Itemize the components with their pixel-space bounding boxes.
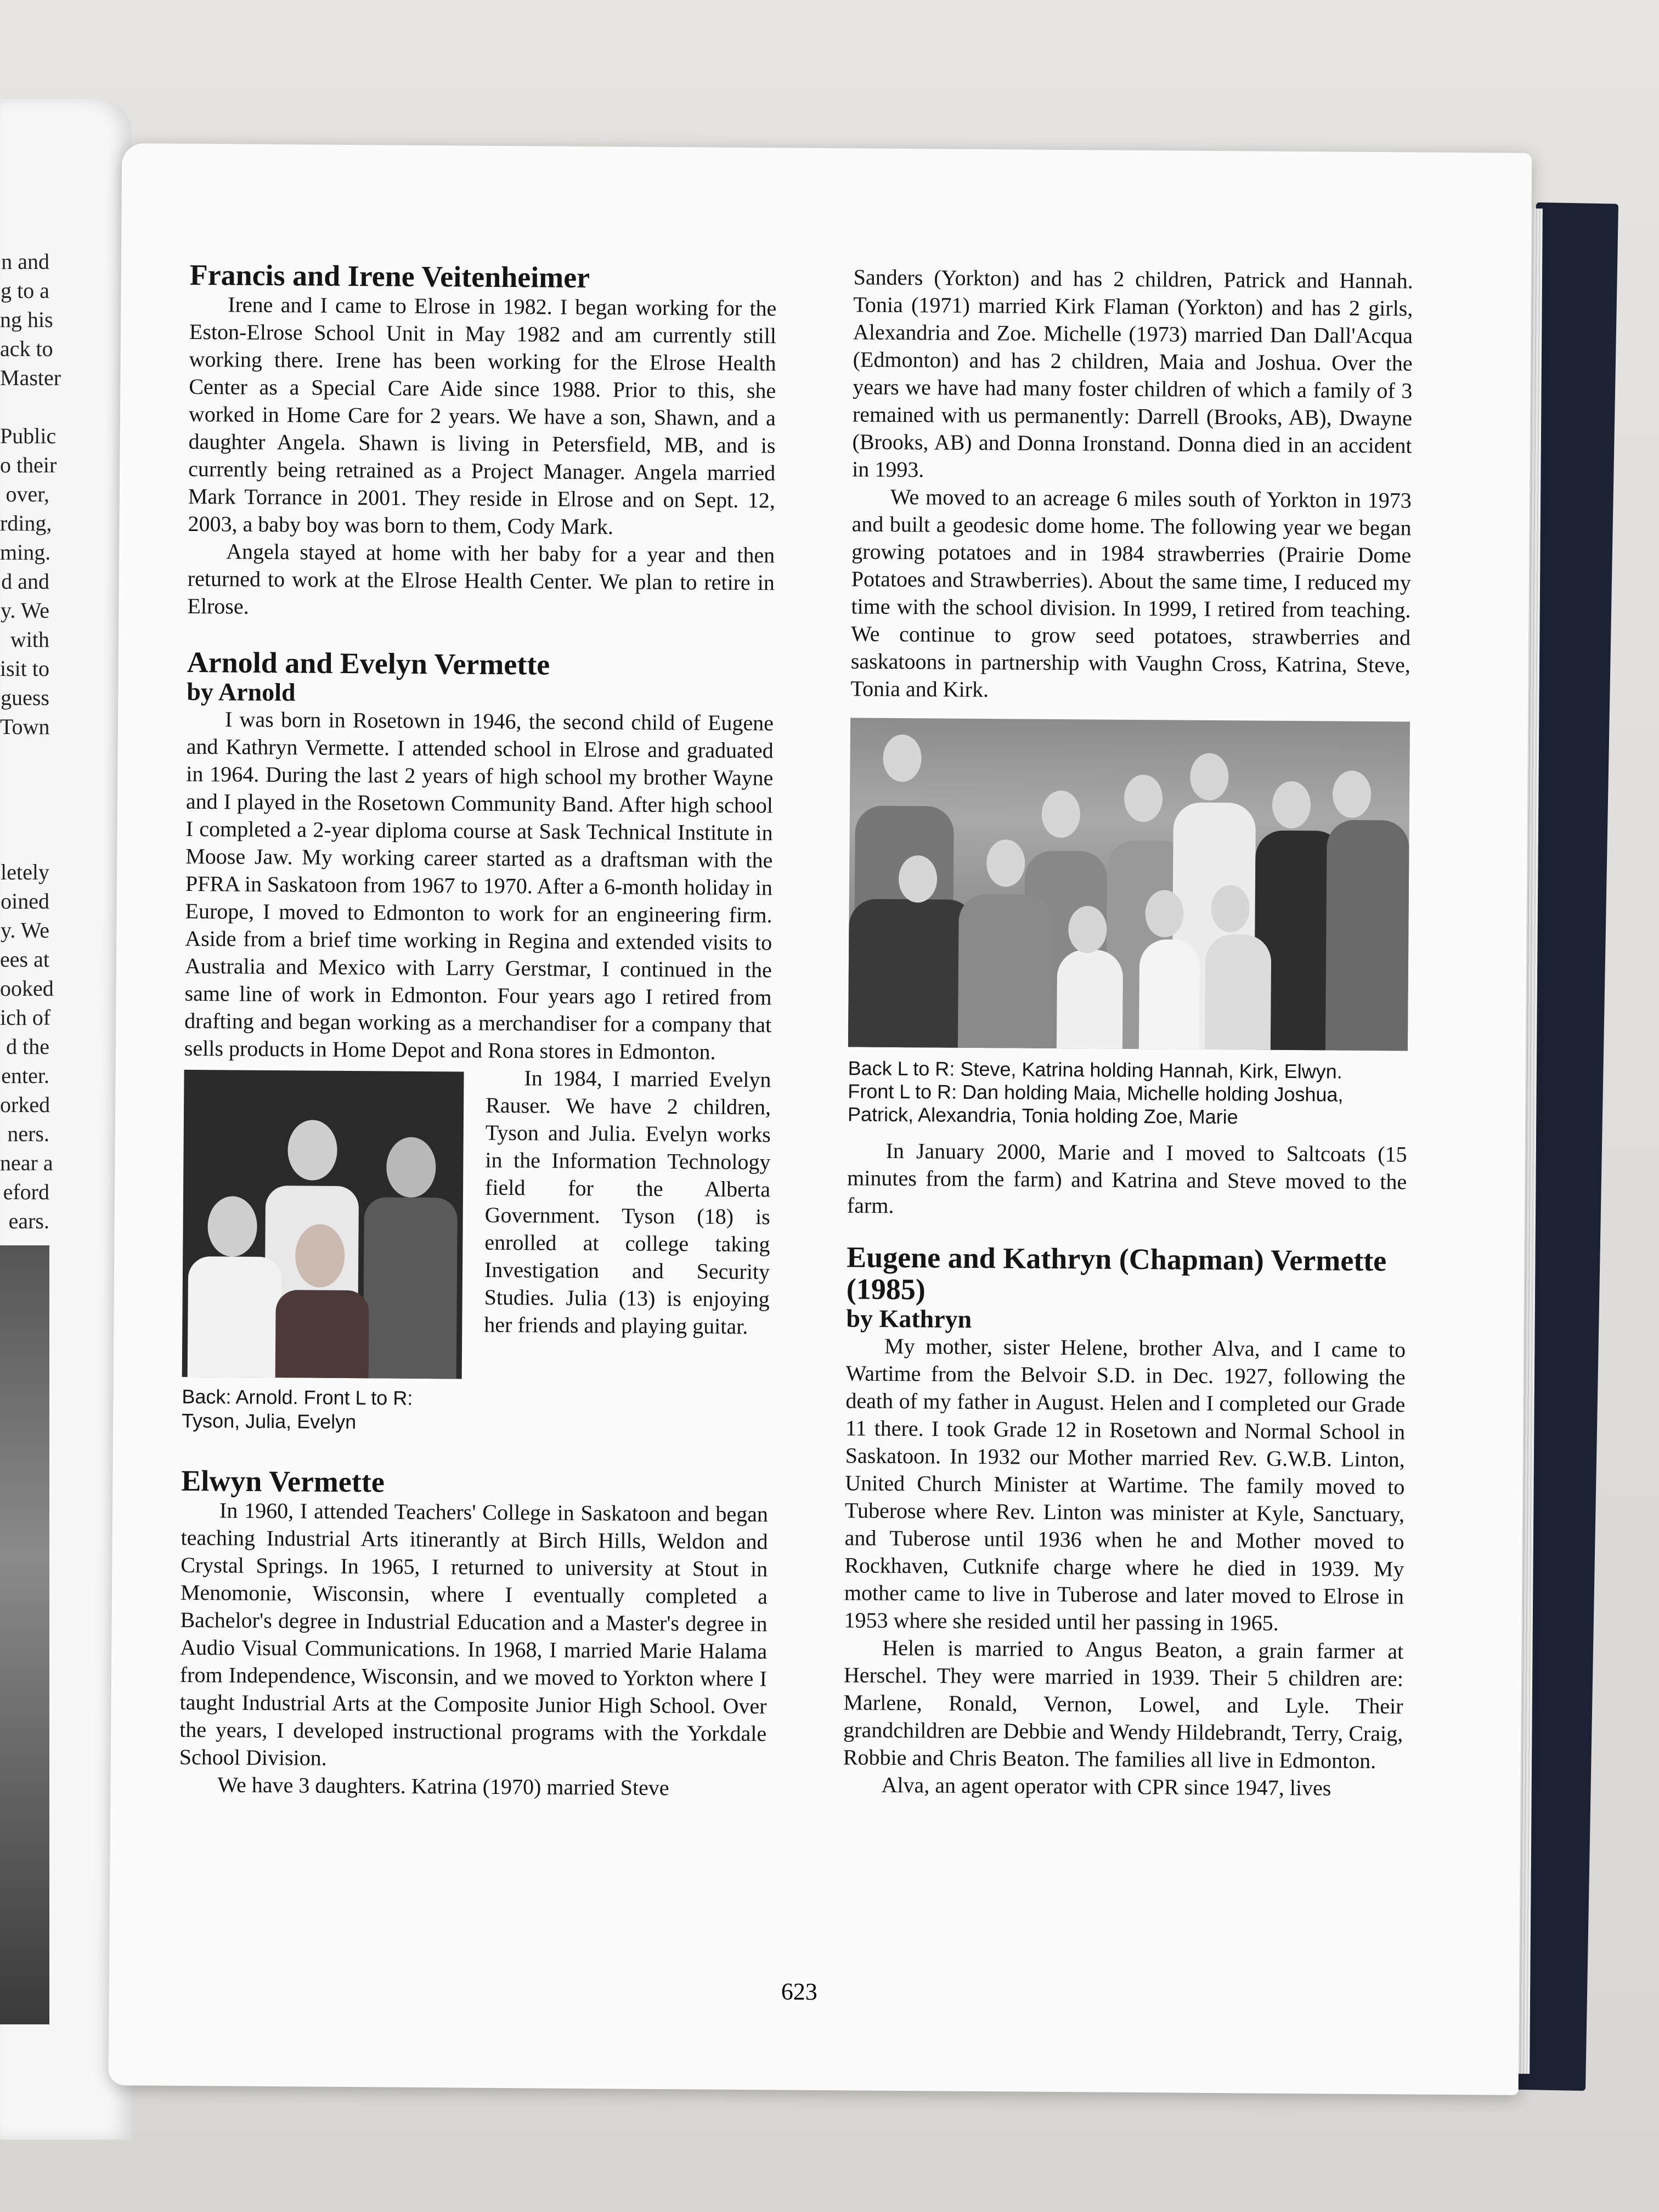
photo-figure xyxy=(848,718,1410,1130)
article-title: Elwyn Vermette xyxy=(181,1464,385,1499)
left-page-fragment: eford xyxy=(3,1180,49,1204)
paragraph: In January 2000, Marie and I moved to Saltcoats (15 minutes from the farm) and Katrina and Steve moved to the farm. xyxy=(847,1138,1407,1218)
left-page-fragment xyxy=(0,828,49,857)
left-page-fragment: ooked xyxy=(0,976,54,1001)
left-page-fragment: ees at xyxy=(0,947,49,972)
book-page xyxy=(109,143,1532,2095)
left-page-fragment: Town xyxy=(0,714,50,739)
caption-line: Back L to R: Steve, Katrina holding Hannah, Kirk, Elwyn. xyxy=(848,1057,1342,1083)
family-group-photo xyxy=(848,718,1410,1051)
left-page-fragment xyxy=(0,799,49,828)
left-page-fragment: ack to xyxy=(0,336,53,361)
page-number: 623 xyxy=(781,1978,818,2006)
photo-figure xyxy=(182,1070,464,1435)
left-page-fragment: d and xyxy=(1,569,49,594)
left-page-fragment: isit to xyxy=(0,656,50,681)
paragraph: Alva, an agent operator with CPR since 1947, lives xyxy=(881,1772,1331,1801)
caption-line: Front L to R: Dan holding Maia, Michelle holding Joshua, xyxy=(848,1080,1344,1106)
left-page-fragment: ming. xyxy=(0,540,51,565)
paragraph: Irene and I came to Elrose in 1982. I began working for the Eston-Elrose School Unit in May 1982 and am currently still working there. Irene has been working for the Elrose Health Center as a Special Care Aide since 1988. Prior to this, she worked in Home Care for 2 years. We have a son, Shawn, and a daughter Angela. Shawn is living in Petersfield, MB, and is currently being retrained as a Project Manager. Angela married Mark Torrance in 2001. They reside in Elrose and on Sept. 12, 2003, a baby boy was born to them, Cody Mark. xyxy=(188,292,777,539)
left-page-fragment: ng his xyxy=(0,307,53,332)
left-page-fragment: enter. xyxy=(1,1063,49,1088)
left-page-fragment xyxy=(0,741,49,770)
left-page-fragment: guess xyxy=(1,685,49,710)
article-arnold xyxy=(182,646,774,1442)
paragraph: I was born in Rosetown in 1946, the second child of Eugene and Kathryn Vermette. I attended school in Elrose and graduated in 1964. During the last 2 years of high school my brother Wayne and I played in the Rosetown Community Band. After high school I completed a 2-year diploma course at Sask Technical Institute in Moose Jaw. My working career started as a draftsman with the PFRA in Saskatoon from 1967 to 1970. After a 6-month holiday in Europe, I moved to Edmonton to work for an engineering firm. Aside from a brief time working in Regina and extended visits to Australia and Mexico with Larry Gerstmar, I continued in the same line of work in Edmonton. Four years ago I retired from drafting and began working as a merchandiser for a company that sells products in Home Depot and Rona stores in Edmonton. xyxy=(184,707,774,1064)
paragraph: Helen is married to Angus Beaton, a grain farmer at Herschel. They were married in 1939. Their 5 children are: Marlene, Ronald, Vernon, Lowel, and Lyle. Their grandchildren are Debbie and Wendy Hildebrandt, Terry, Craig, Robbie and Chris Beaton. The families all live in Edmonton. xyxy=(843,1635,1404,1774)
left-page-photo xyxy=(0,1245,49,2024)
photo-caption xyxy=(848,1057,1408,1130)
left-page-fragment: ich of xyxy=(0,1005,51,1030)
article-francis xyxy=(187,259,777,624)
paragraph: In 1960, I attended Teachers' College in Saskatoon and began teaching Industrial Arts itinerantly at Birch Hills, Weldon and Crystal Springs. In 1965, I returned to university at Stout in Menomonie, Wisconsin, where I eventually completed a Bachelor's degree in Industrial Education and a Master's degree in Audio Visual Communications. In 1968, I married Marie Halama from Independence, Wisconsin, and we moved to Yorkton where I taught Industrial Arts at the Composite Junior High School. Over the years, I developed instructional programs with the Yorkdale School Division. xyxy=(179,1498,769,1770)
left-page-fragment: Public xyxy=(0,424,57,448)
article-title: Francis and Irene Veitenheimer xyxy=(189,258,590,295)
caption-line: Patrick, Alexandria, Tonia holding Zoe, Marie xyxy=(847,1103,1238,1128)
left-page-text-fragments xyxy=(0,247,61,1235)
right-column xyxy=(843,263,1413,1829)
article-byline: by Kathryn xyxy=(846,1304,972,1333)
article-title: Arnold and Evelyn Vermette xyxy=(187,645,550,681)
left-page-fragment xyxy=(0,770,49,799)
paragraph: Sanders (Yorkton) and has 2 children, Patrick and Hannah. Tonia (1971) married Kirk Flaman (Yorkton) and has 2 girls, Alexandria and Zoe. Michelle (1973) married Dan Dall'Acqua (Edmonton) and has 2 children, Maia and Joshua. Over the years we have had many foster children of which a family of 3 remained with us permanently: Darrell (Brooks, AB), Dwayne (Brooks, AB) and Donna Ironstand. Donna died in an accident in 1993. xyxy=(852,264,1413,482)
left-page-fragment: over, xyxy=(5,482,49,506)
left-page-fragment: letely xyxy=(1,860,49,884)
article-eugene xyxy=(843,1241,1406,1802)
left-page-fragment: ners. xyxy=(7,1121,49,1146)
left-page-fragment: oined xyxy=(1,889,49,913)
left-page-fragment: d the xyxy=(6,1034,49,1059)
left-page-fragment: rding, xyxy=(0,511,52,535)
family-portrait-photo xyxy=(182,1070,464,1379)
left-column xyxy=(179,259,777,1829)
left-page-fragment: with xyxy=(10,627,49,652)
left-page-fragment: o their xyxy=(0,453,57,477)
left-page-fragment: ears. xyxy=(8,1209,49,1233)
article-elwyn xyxy=(179,1465,768,1802)
paragraph: We moved to an acreage 6 miles south of Yorkton in 1973 and built a geodesic dome home. The following year we began growing potatoes and in 1984 strawberries (Prairie Dome Potatoes and Strawberries). About the same time, I reduced my time with the school division. In 1999, I retired from teaching. We continue to grow seed potatoes, strawberries and saskatoons in partnership with Vaughn Cross, Katrina, Steve, Tonia and Kirk. xyxy=(850,484,1412,702)
paragraph: My mother, sister Helene, brother Alva, and I came to Wartime from the Belvoir S.D. in Dec. 1927, following the death of my father in August. Helen and I completed our Grade 11 there. I took Grade 12 in Rosetown and Normal School in Saskatoon. In 1932 our Mother married Rev. G.W.B. Linton, United Church Minister at Wartime. The family moved to Tuberose where Rev. Linton was minister at Kyle, Sanctuary, and Tuberose until 1936 when he and Mother moved to Rockhaven, Cutknife charge where he died in 1939. My mother came to live in Tuberose and later moved to Elrose in 1953 where she resided until her passing in 1965. xyxy=(844,1333,1406,1635)
paragraph: Angela stayed at home with her baby for a year and then returned to work at the Elrose Health Center. We plan to retire in Elrose. xyxy=(187,539,775,619)
paragraph: We have 3 daughters. Katrina (1970) married Steve xyxy=(217,1772,669,1801)
left-page-fragment: g to a xyxy=(1,278,49,303)
paragraph: In 1984, I married Evelyn Rauser. We have 2 children, Tyson and Julia. Evelyn works in the Information Technology field for the Alberta Government. Tyson (18) is enrolled at college taking Investigation and Security Studies. Julia (13) is enjoying her friends and playing guitar. xyxy=(484,1065,771,1339)
left-page-fragment xyxy=(0,392,49,421)
left-page-fragment: Master xyxy=(0,365,61,390)
left-page-fragment: n and xyxy=(1,249,49,274)
article-byline: by Arnold xyxy=(187,677,296,707)
left-page-fragment: y. We xyxy=(1,598,49,623)
photo-caption: Back: Arnold. Front L to R: Tyson, Julia, Evelyn xyxy=(181,1385,413,1434)
left-page-fragment: y. We xyxy=(1,918,49,943)
article-title: Eugene and Kathryn (Chapman) Vermette (1985) xyxy=(846,1240,1387,1306)
left-page-fragment: near a xyxy=(0,1150,53,1175)
left-page-fragment: orked xyxy=(0,1092,50,1117)
